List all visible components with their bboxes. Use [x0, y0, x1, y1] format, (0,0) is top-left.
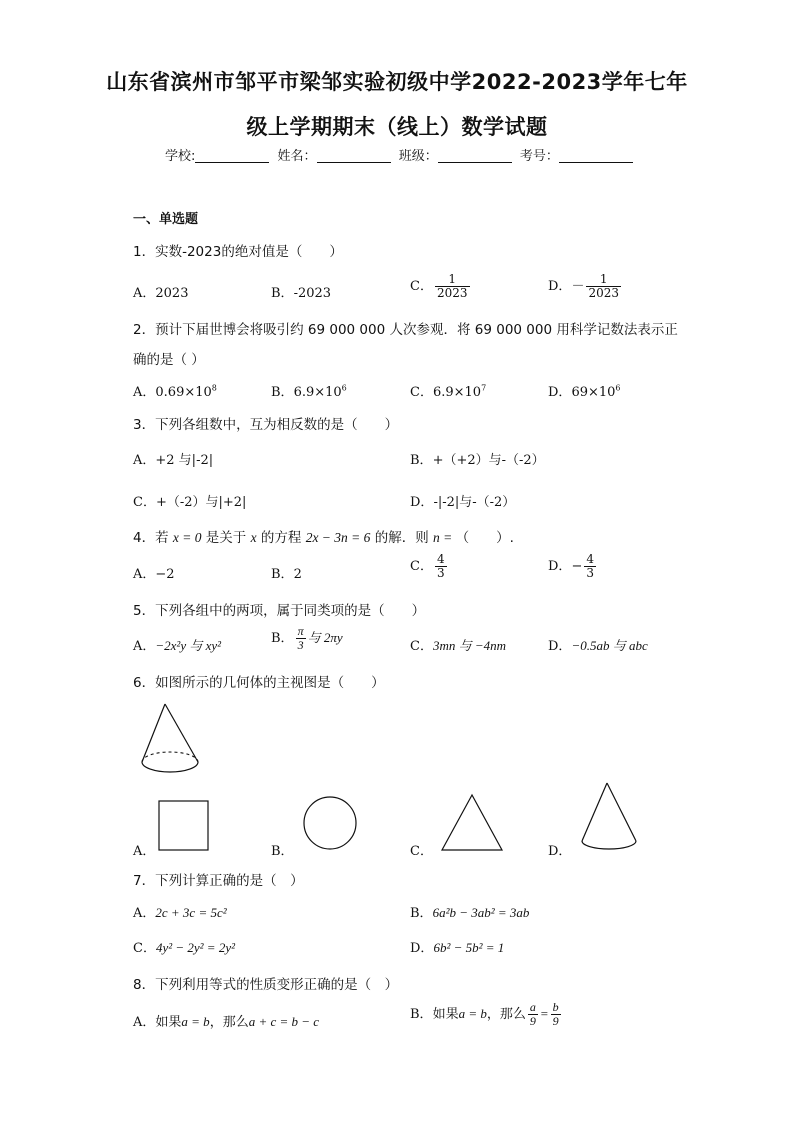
- denominator: 3: [586, 566, 594, 580]
- option-value: 6a²b − 3ab² = 3ab: [432, 905, 530, 920]
- option-label: B．: [271, 385, 294, 400]
- math-expression: a = b: [458, 1006, 487, 1021]
- option-label: C．: [410, 279, 433, 294]
- denominator: 9: [552, 1014, 559, 1028]
- math-expression: a = b: [181, 1014, 210, 1029]
- minus-sign: −: [571, 559, 583, 574]
- q2-option-a[interactable]: [133, 381, 217, 400]
- minus-sign: －: [571, 279, 585, 294]
- question-4-stem: [133, 526, 514, 546]
- denominator: 2023: [588, 286, 619, 300]
- fraction: [528, 1001, 538, 1028]
- option-value: -|-2|与-（-2）: [433, 495, 516, 510]
- q7-option-a[interactable]: [133, 902, 227, 921]
- option-label: C．: [410, 559, 433, 574]
- q3-option-d[interactable]: [410, 491, 515, 510]
- stem-text: 的方程: [256, 530, 306, 546]
- option-label: D．: [548, 385, 572, 400]
- exponent: 7: [481, 383, 487, 393]
- cone-base-front: [582, 841, 636, 849]
- school-field[interactable]: [195, 148, 269, 163]
- option-label: C．: [410, 385, 433, 400]
- option-label: A．: [133, 385, 156, 400]
- option-label: C．: [133, 495, 156, 510]
- option-value: 4y² − 2y² = 2y²: [155, 940, 236, 955]
- name-field[interactable]: [317, 148, 391, 163]
- class-label: 班级：: [398, 149, 438, 164]
- circle-outline: [304, 797, 356, 849]
- q7-option-b[interactable]: [410, 902, 529, 921]
- question-3-stem: 3．下列各组数中，互为相反数的是（ ）: [133, 417, 399, 433]
- math-expression: x: [250, 530, 257, 545]
- exponent: 6: [615, 383, 621, 393]
- option-label: A．: [133, 567, 156, 582]
- option-value: 与 2πy: [307, 630, 343, 645]
- option-label: D．: [548, 279, 572, 294]
- q5-option-d[interactable]: [548, 635, 648, 654]
- name-label: 姓名：: [277, 149, 317, 164]
- stem-text: （ ）.: [455, 530, 514, 546]
- question-2-stem-line-1: 2．预计下届世博会将吸引约 69 000 000 人次参观．将 69 000 000 用科学记数法表示正: [133, 322, 678, 338]
- numerator: 4: [436, 552, 445, 566]
- question-2-stem-line-2: 确的是（ ）: [133, 352, 205, 368]
- denominator: 9: [529, 1014, 536, 1028]
- triangle-outline: [442, 795, 502, 850]
- exam-number-field[interactable]: [559, 148, 633, 163]
- cone-base-hidden: [142, 752, 198, 762]
- option-text: 如果: [155, 1015, 182, 1030]
- q5-option-b[interactable]: [271, 625, 343, 652]
- cone-figure: [138, 700, 208, 780]
- page-title-line-2: 级上学期期末（线上）数学试题: [246, 115, 548, 139]
- math-expression: n =: [433, 530, 456, 545]
- q3-option-b[interactable]: [410, 449, 545, 468]
- option-value: −0.5ab 与 abc: [571, 638, 648, 653]
- fraction: [584, 553, 596, 580]
- q4-option-c[interactable]: [410, 553, 449, 580]
- option-value: 2c + 3c = 5c²: [155, 905, 227, 920]
- option-value: +（+2）与-（-2）: [432, 453, 545, 468]
- square-outline: [159, 801, 208, 850]
- q1-option-a[interactable]: [133, 282, 188, 301]
- option-value: 6.9×10: [432, 385, 482, 400]
- question-8-stem: 8．下列利用等式的性质变形正确的是（ ）: [133, 977, 399, 993]
- option-label: B．: [271, 286, 294, 301]
- numerator: π: [297, 624, 304, 638]
- q4-option-b[interactable]: [271, 563, 302, 582]
- option-value: 6b² − 5b² = 1: [433, 940, 505, 955]
- option-value: 3mn 与 −4nm: [432, 638, 507, 653]
- q1-option-b[interactable]: [271, 282, 331, 301]
- q5-option-c[interactable]: [410, 635, 506, 654]
- fraction: [435, 553, 447, 580]
- option-value: 2: [293, 567, 302, 582]
- option-label: B．: [271, 631, 294, 646]
- option-value: 6.9×10: [293, 385, 342, 400]
- option-label: A．: [133, 906, 156, 921]
- numerator: 1: [448, 272, 457, 286]
- q3-option-a[interactable]: [133, 449, 213, 468]
- option-value: −2: [155, 567, 175, 582]
- triangle-shape-option-c[interactable]: [440, 793, 506, 853]
- option-label: D．: [410, 941, 434, 956]
- cone-shape-option-d[interactable]: [579, 781, 645, 853]
- q2-option-d[interactable]: [548, 381, 621, 400]
- circle-shape-option-b[interactable]: [302, 795, 358, 851]
- option-value: 0.69×10: [155, 385, 212, 400]
- square-shape-option-a[interactable]: [158, 800, 210, 852]
- cone-edge-left: [142, 704, 165, 762]
- q4-option-d[interactable]: [548, 553, 598, 580]
- exponent: 6: [341, 383, 347, 393]
- option-label: C．: [133, 941, 156, 956]
- q7-option-c[interactable]: [133, 937, 235, 956]
- q5-option-a[interactable]: [133, 635, 221, 654]
- exam-number-label: 考号：: [519, 149, 559, 164]
- q2-option-c[interactable]: [410, 381, 486, 400]
- math-expression: x = 0: [172, 530, 202, 545]
- option-label: D．: [548, 559, 572, 574]
- cone-edge-right: [607, 783, 636, 841]
- option-label: D．: [410, 495, 434, 510]
- q7-option-d[interactable]: [410, 937, 504, 956]
- q6-option-d-label[interactable]: D．: [548, 844, 572, 859]
- class-field[interactable]: [438, 148, 512, 163]
- option-value: 69×10: [571, 385, 616, 400]
- option-label: B．: [410, 1007, 433, 1022]
- q2-option-b[interactable]: [271, 381, 347, 400]
- option-label: B．: [410, 906, 433, 921]
- q6-option-c-label[interactable]: C．: [410, 844, 433, 859]
- option-text: ，那么: [209, 1015, 249, 1030]
- numerator: a: [529, 1000, 536, 1014]
- q8-option-a[interactable]: [133, 1011, 319, 1030]
- fraction: [586, 273, 621, 300]
- q6-option-a-label[interactable]: A．: [133, 844, 156, 859]
- option-label: A．: [133, 453, 156, 468]
- option-label: A．: [133, 286, 156, 301]
- math-expression: a + c = b − c: [248, 1014, 320, 1029]
- numerator: 4: [586, 552, 594, 566]
- fraction: [435, 273, 470, 300]
- denominator: 3: [297, 638, 304, 652]
- q1-option-d[interactable]: [548, 273, 623, 300]
- student-info-fields: [165, 145, 635, 164]
- question-1-stem: 1．实数-2023的绝对值是（ ）: [133, 244, 343, 260]
- q8-option-b[interactable]: [410, 1001, 563, 1028]
- option-label: A．: [133, 639, 156, 654]
- math-expression: 2x − 3n = 6: [305, 530, 371, 545]
- fraction: [296, 625, 306, 652]
- question-5-stem: 5．下列各组中的两项，属于同类项的是（ ）: [133, 603, 426, 619]
- denominator: 3: [436, 566, 445, 580]
- denominator: 2023: [436, 286, 468, 300]
- equals-sign: =: [539, 1006, 549, 1021]
- cone-base-front: [142, 762, 198, 772]
- option-value: +2 与|-2|: [155, 453, 214, 468]
- option-label: B．: [410, 453, 433, 468]
- numerator: 1: [599, 272, 608, 286]
- option-label: A．: [133, 1015, 156, 1030]
- section-title: 一、单选题: [133, 212, 199, 227]
- exponent: 8: [211, 383, 217, 393]
- stem-text: 是关于: [201, 530, 251, 546]
- q6-option-b-label[interactable]: B．: [271, 844, 294, 859]
- q3-option-c[interactable]: [133, 491, 246, 510]
- stem-text: 4．若: [133, 530, 173, 546]
- school-label: 学校:: [165, 149, 196, 164]
- fraction: [551, 1001, 561, 1028]
- option-text: ，那么: [486, 1007, 526, 1022]
- option-label: B．: [271, 567, 294, 582]
- option-value: 2023: [155, 286, 189, 301]
- option-value: -2023: [293, 286, 332, 301]
- option-label: D．: [548, 639, 572, 654]
- option-label: C．: [410, 639, 433, 654]
- question-7-stem: 7．下列计算正确的是（ ）: [133, 873, 304, 889]
- page-title-line-1: 山东省滨州市邹平市梁邹实验初级中学2022-2023学年七年: [106, 70, 688, 94]
- option-value: +（-2）与|+2|: [155, 495, 247, 510]
- stem-text: 的解．则: [370, 530, 433, 546]
- numerator: b: [552, 1000, 559, 1014]
- cone-edge-left: [582, 783, 607, 841]
- option-value: −2x²y 与 xy²: [155, 638, 222, 653]
- question-6-stem: 6．如图所示的几何体的主视图是（ ）: [133, 675, 385, 691]
- q4-option-a[interactable]: [133, 563, 175, 582]
- option-text: 如果: [432, 1007, 459, 1022]
- q1-option-c[interactable]: [410, 273, 472, 300]
